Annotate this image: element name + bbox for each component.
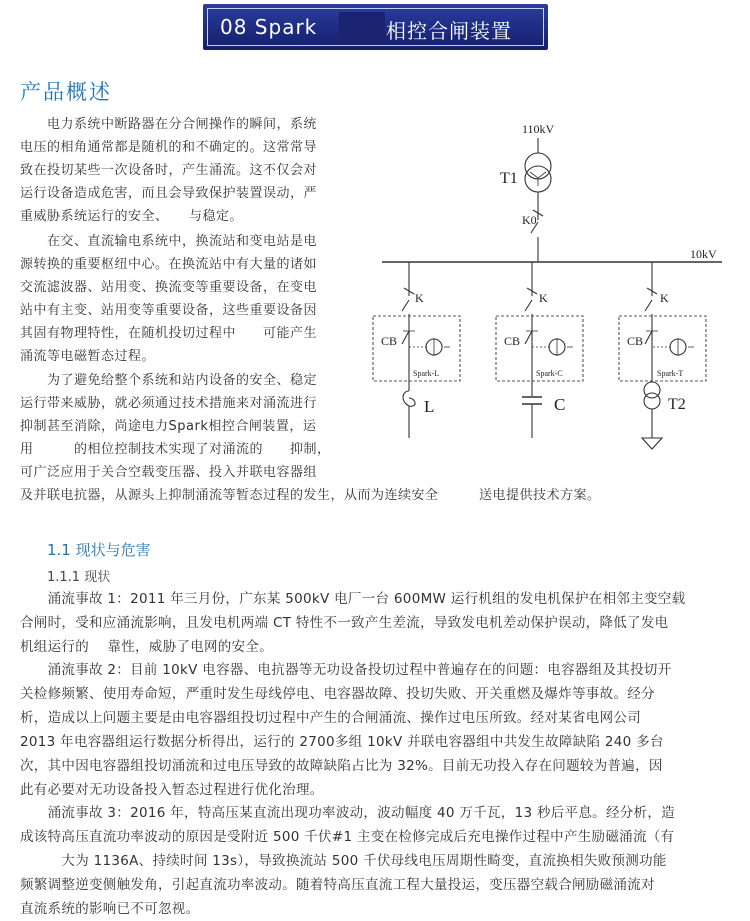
label-spark-l: Spark-L (413, 369, 440, 378)
text-line: 电压的相角通常都是随机的和不确定的。这常常导 (20, 140, 318, 155)
text-line: 析，造成以上问题主要是由电容器组投切过程中产生的合闸涌流、操作过电压所致。经对某省电网公司 (20, 710, 641, 726)
text-line: 涌流事故 3：2016 年，特高压某直流出现功率波动，波动幅度 40 万千瓦，13 秒后平息。经分析，造 (20, 805, 675, 821)
single-line-diagram (372, 116, 732, 461)
label-k0: K0 (522, 213, 537, 227)
label-l: L (424, 397, 435, 416)
banner-redaction (339, 12, 385, 42)
text-line: 源转换的重要枢纽中心。在换流站中有大量的诸如 (20, 257, 318, 272)
text-line: 可广泛应用于关合空载变压器、投入并联电容器组 (20, 465, 318, 480)
label-spark-t: Spark-T (657, 369, 684, 378)
overview-paragraph-3-last-line: 及并联电抗器，从源头上抑制涌流等暂态过程的发生，从而为连续安全 送电提供技术方案。 (20, 488, 601, 503)
section-heading: 1.1 现状与危害 (47, 541, 151, 559)
text-line: 交流滤波器、站用变、换流变等重要设备，在变电 (20, 280, 318, 295)
incident-1-paragraph (20, 587, 732, 659)
text-line: 涌流事故 1：2011 年三月份，广东某 500kV 电厂一台 600MW 运行机组的发电机保护在相邻主变空载 (20, 591, 686, 607)
text-line: 成该特高压直流功率波动的原因是受附近 500 千伏#1 主变在检修完成后充电操作过程中产生励磁涌流（有 (20, 829, 675, 845)
text-line: 直流系统的影响已不可忽视。 (20, 901, 200, 917)
text-line: 运行设备造成危害，而且会导致保护装置误动，严 (20, 186, 318, 201)
text-line: 用 的相位控制技术实现了对涌流的 抑制， (20, 442, 331, 457)
label-k-c: K (539, 291, 548, 305)
text-line: 合闸时，受和应涌流影响，且发电机两端 CT 特性不一致产生差流，导致发电机差动保护误动，降低了发电 (20, 615, 669, 631)
overview-paragraph-1 (20, 113, 365, 228)
text-line: 此有必要对无功设备投入暂态过程进行优化治理。 (20, 782, 324, 798)
text-line: 在交、直流输电系统中，换流站和变电站是电 (20, 234, 318, 249)
ground-symbol (642, 438, 662, 449)
text-line: 其固有物理特性，在随机投切过程中 可能产生 (20, 326, 318, 341)
label-c: C (554, 395, 566, 414)
label-10kv: 10kV (690, 247, 717, 261)
subsection-heading: 1.1.1 现状 (47, 570, 111, 585)
text-line: 2013 年电容器组运行数据分析得出，运行的 2700多组 10kV 并联电容器组中共发生故障缺陷 240 多台 (20, 734, 664, 750)
banner-title: 相控合闸装置 (386, 19, 512, 43)
text-line: 机组运行的 靠性，威胁了电网的安全。 (20, 639, 273, 655)
text-line: 涌流事故 2：目前 10kV 电容器、电抗器等无功设备投切过程中普遍存在的问题：电容器组及其投切开 (20, 662, 672, 678)
title-banner (203, 4, 548, 50)
incident-2-paragraph (20, 658, 732, 802)
text-line: 抑制甚至消除，尚途电力Spark相控合闸装置，运 (20, 419, 317, 434)
text-line: 站中有主变、站用变等重要设备，这些重要设备因 (20, 303, 318, 318)
text-line: 运行带来威胁，就必须通过技术措施来对涌流进行 (20, 396, 318, 411)
text-line: 频繁调整逆变侧触发角，引起直流功率波动。随着特高压直流工程大量投运，变压器空载合闸励磁涌流对 (20, 877, 655, 893)
overview-paragraph-3 (20, 369, 365, 484)
text-line: 大为 1136A、持续时间 13s），导致换流站 500 千伏母线电压周期性畸变，直流换相失败预测功能 (20, 853, 667, 869)
label-110kv: 110kV (522, 122, 555, 136)
text-line: 关检修频繁、使用寿命短，严重时发生母线停电、电容器故障、投切失败、开关重燃及爆炸等事故。经分 (20, 686, 655, 702)
label-k-t: K (660, 291, 669, 305)
label-t1: T1 (500, 170, 518, 187)
overview-paragraph-2 (20, 230, 365, 368)
text-line: 次，其中因电容器组投切涌流和过电压导致的故障缺陷占比为 32%。目前无功投入存在问题较为普遍，因 (20, 758, 663, 774)
banner-number: 08 Spark (220, 15, 318, 39)
label-cb-t: CB (627, 334, 644, 348)
transformer-t2-bottom (644, 393, 660, 409)
reactor-l (403, 391, 415, 406)
text-line: 重威胁系统运行的安全、 与稳定。 (20, 209, 244, 224)
text-line: 致在投切某些一次设备时，产生涌流。这不仅会对 (20, 163, 318, 178)
overview-heading: 产品概述 (20, 80, 112, 104)
text-line: 为了避免给整个系统和站内设备的安全、稳定 (20, 373, 318, 388)
label-spark-c: Spark-C (536, 369, 563, 378)
label-cb-c: CB (504, 334, 521, 348)
label-t2: T2 (668, 396, 686, 413)
label-cb-l: CB (381, 334, 398, 348)
text-line: 电力系统中断路器在分合闸操作的瞬间，系统 (20, 117, 318, 132)
incident-3-paragraph (20, 801, 732, 921)
text-line: 涌流等电磁暂态过程。 (20, 349, 156, 364)
label-k-l: K (415, 291, 424, 305)
